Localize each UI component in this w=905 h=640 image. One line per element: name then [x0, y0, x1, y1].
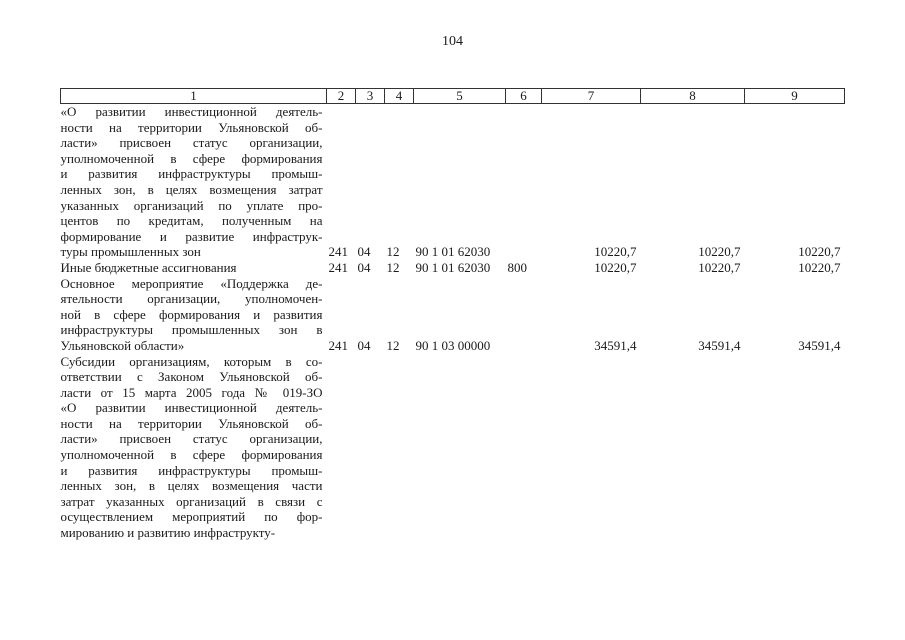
- expense-type-cell: [506, 104, 542, 260]
- description-line: ласти» присвоен статус организации,: [60, 431, 323, 447]
- amount-col9-cell: [745, 354, 845, 541]
- column-header: 7: [542, 89, 641, 104]
- row-description: [61, 104, 327, 260]
- description-line: ласти» присвоен статус организации,: [60, 135, 323, 151]
- ministry-code-cell: [327, 354, 356, 541]
- description-line: мированию и развитию инфраструкту-: [60, 525, 276, 541]
- amount-col7-cell: [542, 354, 641, 541]
- amount-col7-cell: 10220,7: [594, 259, 637, 275]
- target-article-cell: 90 1 01 62030: [415, 244, 491, 260]
- row-description: [61, 354, 327, 541]
- ministry-code-cell: 241: [328, 244, 348, 260]
- row-description: [61, 276, 327, 354]
- target-article-cell: 90 1 01 62030: [415, 259, 491, 275]
- ministry-code-cell: 241: [328, 259, 348, 275]
- description-line: уполномоченной в сфере формирования: [60, 447, 323, 463]
- amount-col8-cell: 10220,7: [698, 259, 741, 275]
- amount-col8-cell: [641, 354, 745, 541]
- column-header: 4: [385, 89, 414, 104]
- column-header: 5: [414, 89, 506, 104]
- description-line: Иные бюджетные ассигнования: [60, 259, 237, 275]
- description-line: инфраструктуры промышленных зон в: [60, 322, 323, 338]
- description-line: и развития инфраструктуры промыш-: [60, 462, 323, 478]
- description-line: Субсидии организациям, которым в со-: [60, 353, 323, 369]
- amount-col7-cell: 10220,7: [594, 244, 637, 260]
- description-line: ответствии с Законом Ульяновской об-: [60, 369, 323, 385]
- amount-col9-cell: 10220,7: [798, 259, 841, 275]
- description-line: ной в сфере формирования и развития: [60, 306, 323, 322]
- table-row: [61, 276, 845, 354]
- amount-col8-cell: 34591,4: [698, 337, 741, 353]
- description-line: осуществлением мероприятий по фор-: [60, 509, 323, 525]
- column-header: 8: [641, 89, 745, 104]
- table-row: [61, 260, 845, 276]
- description-line: затрат указанных организаций в связи с: [60, 493, 323, 509]
- description-line: ятельности организации, уполномочен-: [60, 291, 323, 307]
- description-line: уполномоченной в сфере формирования: [60, 150, 323, 166]
- column-header: 1: [61, 89, 327, 104]
- table-row: [61, 104, 845, 260]
- amount-col7-cell: 34591,4: [594, 337, 637, 353]
- column-header: 3: [356, 89, 385, 104]
- budget-table: [60, 88, 845, 541]
- row-description: [61, 260, 327, 276]
- description-line: Основное мероприятие «Поддержка де-: [60, 275, 323, 291]
- ministry-code-cell: 241: [328, 337, 348, 353]
- subsection-code-cell: 12: [386, 337, 400, 353]
- page-number: 104: [442, 34, 463, 49]
- target-article-cell: [414, 354, 506, 541]
- subsection-code-cell: [385, 354, 414, 541]
- description-line: туры промышленных зон: [60, 244, 201, 260]
- description-line: ности на территории Ульяновской об-: [60, 415, 323, 431]
- header-row: [61, 89, 845, 104]
- description-line: «О развитии инвестиционной деятель-: [60, 104, 323, 119]
- description-line: центов по кредитам, полученным на: [60, 213, 323, 229]
- description-line: ленных зон, в целях возмещения части: [60, 478, 323, 494]
- table-row: [61, 354, 845, 541]
- target-article-cell: 90 1 03 00000: [415, 337, 491, 353]
- description-line: «О развитии инвестиционной деятель-: [60, 400, 323, 416]
- section-code-cell: 04: [357, 259, 371, 275]
- description-line: и развития инфраструктуры промыш-: [60, 166, 323, 182]
- section-code-cell: 04: [357, 244, 371, 260]
- expense-type-cell: 800: [507, 259, 527, 275]
- section-code-cell: 04: [357, 337, 371, 353]
- expense-type-cell: [506, 354, 542, 541]
- description-line: ности на территории Ульяновской об-: [60, 119, 323, 135]
- description-line: ласти от 15 марта 2005 года № 019-ЗО: [60, 384, 323, 400]
- subsection-code-cell: 12: [386, 259, 400, 275]
- expense-type-cell: [506, 276, 542, 354]
- amount-col9-cell: 34591,4: [798, 337, 841, 353]
- amount-col8-cell: 10220,7: [698, 244, 741, 260]
- column-header: 9: [745, 89, 845, 104]
- column-header: 6: [506, 89, 542, 104]
- section-code-cell: [356, 354, 385, 541]
- column-header: 2: [327, 89, 356, 104]
- amount-col9-cell: 10220,7: [798, 244, 841, 260]
- description-line: формирование и развитие инфраструк-: [60, 228, 323, 244]
- description-line: указанных организаций по уплате про-: [60, 197, 323, 213]
- description-line: Ульяновской области»: [60, 337, 185, 353]
- description-line: ленных зон, в целях возмещения затрат: [60, 181, 323, 197]
- subsection-code-cell: 12: [386, 244, 400, 260]
